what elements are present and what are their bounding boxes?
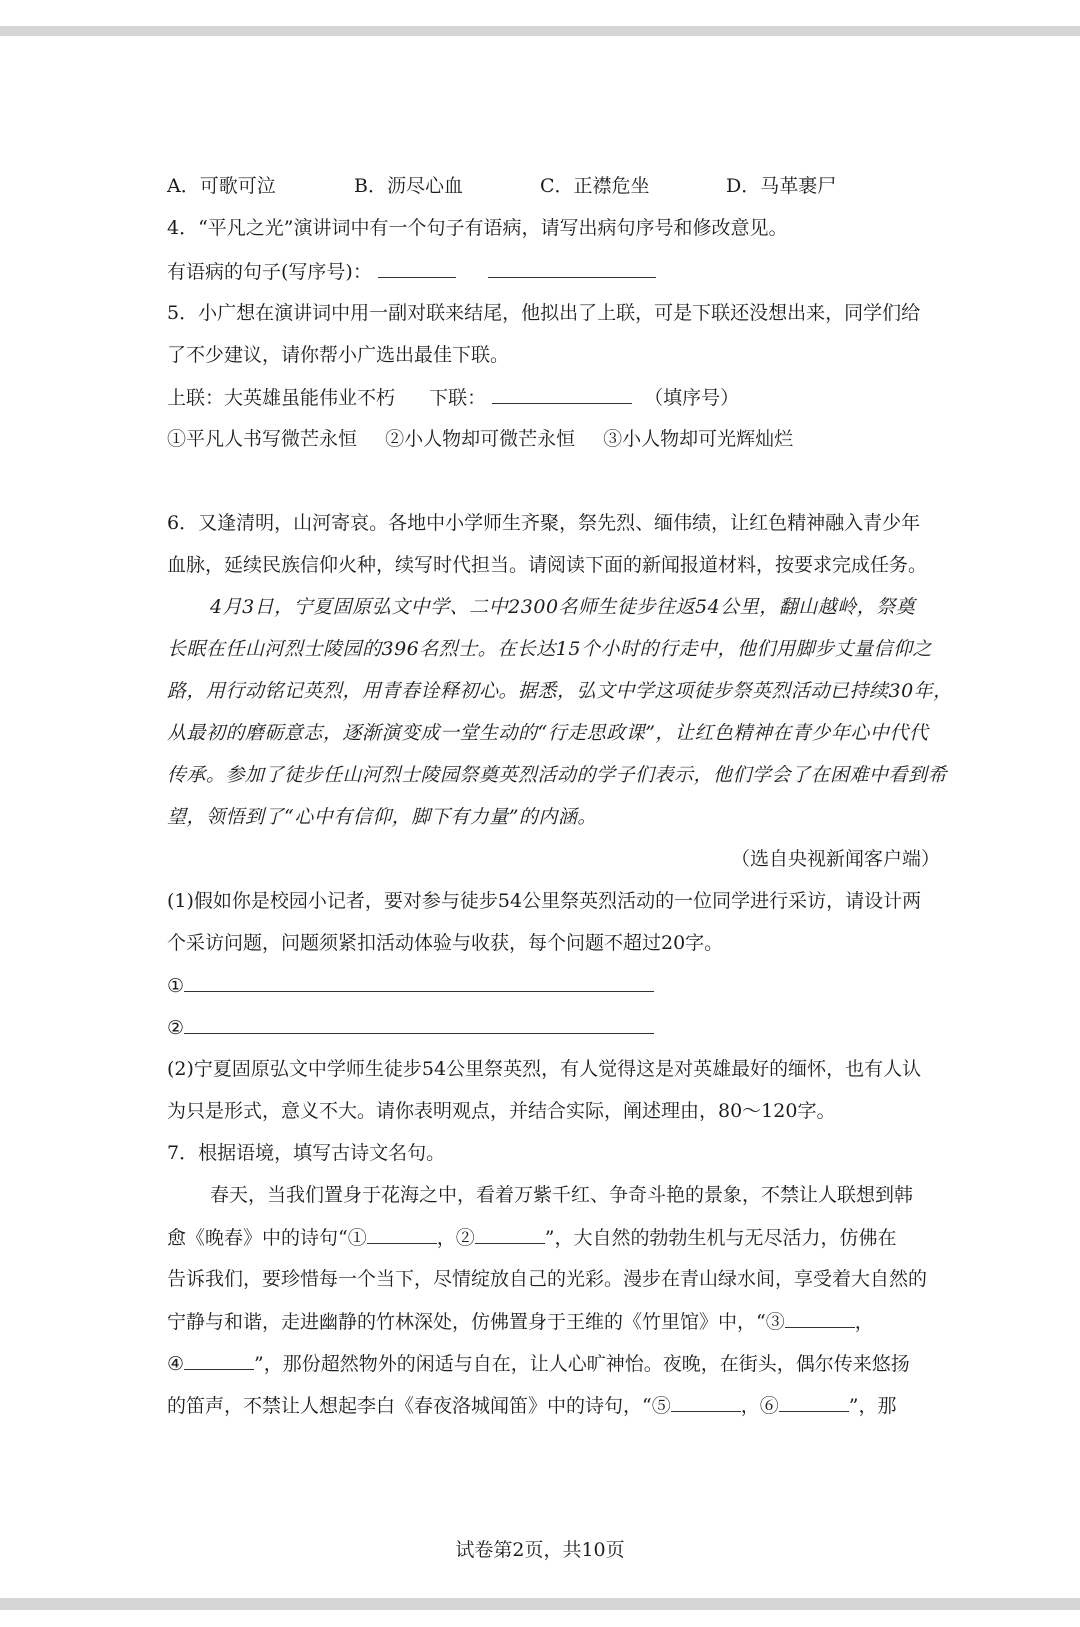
q7-text: ”，那 <box>848 1395 897 1417</box>
q7-blank-4[interactable] <box>184 1351 254 1370</box>
q6-sub1-prompt-2: 个采访问题，问题须紧扣活动体验与收获，每个问题不超过20字。 <box>167 932 724 954</box>
q4-blank-revision[interactable] <box>488 259 656 278</box>
q7-blank-2[interactable] <box>475 1225 545 1244</box>
q7-blank-6[interactable] <box>779 1393 849 1412</box>
q4-answer-label: 有语病的句子(写序号)： <box>167 261 372 283</box>
q5-choice-2: ②小人物却可微芒永恒 <box>385 428 576 450</box>
option-c: C．正襟危坐 <box>540 175 650 197</box>
page-footer: 试卷第2页，共10页 <box>455 1539 625 1561</box>
q4-answer-line <box>167 259 947 284</box>
option-b: B．沥尽心血 <box>354 175 463 197</box>
option-a: A．可歌可泣 <box>167 175 276 197</box>
q5-choice-1: ①平凡人书写微芒永恒 <box>167 428 358 450</box>
bottom-edge-bar <box>0 1598 1080 1610</box>
q6-answer-row-1 <box>167 973 947 998</box>
q5-fill-hint: （填序号） <box>644 387 740 409</box>
q7-blank-5[interactable] <box>671 1393 741 1412</box>
q7-text: ④ <box>167 1353 185 1375</box>
news-line: 长眠在任山河烈士陵园的396名烈士。在长达15个小时的行走中，他们用脚步丈量信仰之 <box>167 638 932 660</box>
q5-prompt-1: 5．小广想在演讲词中用一副对联来结尾，他拟出了上联，可是下联还没想出来，同学们给 <box>167 302 921 324</box>
q7-para-5 <box>167 1351 947 1376</box>
q5-couplet-line <box>167 385 947 410</box>
news-line: 望，领悟到了“心中有信仰，脚下有力量”的内涵。 <box>167 806 597 828</box>
q6-blank-label-2: ② <box>167 1017 185 1039</box>
news-line: 4月3日，宁夏固原弘文中学、二中2300名师生徒步往返54公里，翻山越岭，祭奠 <box>210 596 916 618</box>
q6-intro-1: 6．又逢清明，山河寄哀。各地中小学师生齐聚，祭先烈、缅伟绩，让红色精神融入青少年 <box>167 512 921 534</box>
q5-choices <box>167 427 947 451</box>
q7-text: ，⑥ <box>740 1395 779 1417</box>
news-line: 路，用行动铭记英烈，用青春诠释初心。据悉，弘文中学这项徒步祭英烈活动已持续30年， <box>167 680 953 702</box>
q7-para-6 <box>167 1393 947 1418</box>
q6-answer-blank-2[interactable] <box>184 1015 654 1034</box>
q6-answer-row-2 <box>167 1015 947 1040</box>
q5-prompt-2: 了不少建议，请你帮小广选出最佳下联。 <box>167 344 510 366</box>
q4-prompt: 4．“平凡之光”演讲词中有一个句子有语病，请写出病句序号和修改意见。 <box>167 217 788 239</box>
q7-prompt: 7．根据语境，填写古诗文名句。 <box>167 1142 446 1164</box>
q6-sub1-prompt-1: (1)假如你是校园小记者，要对参与徒步54公里祭英烈活动的一位同学进行采访，请设计两 <box>167 890 922 912</box>
q5-lower-blank[interactable] <box>492 385 632 404</box>
q7-text: 宁静与和谐，走进幽静的竹林深处，仿佛置身于王维的《竹里馆》中，“③ <box>167 1311 785 1333</box>
news-source: （选自央视新闻客户端） <box>730 848 940 870</box>
q7-text: 的笛声，不禁让人想起李白《春夜洛城闻笛》中的诗句，“⑤ <box>167 1395 671 1417</box>
q7-para-1: 春天，当我们置身于花海之中，看着万紫千红、争奇斗艳的景象，不禁让人联想到韩 <box>210 1184 914 1206</box>
news-line: 从最初的磨砺意志，逐渐演变成一堂生动的“行走思政课”，让红色精神在青少年心中代代 <box>167 722 929 744</box>
q7-text: ”，那份超然物外的闲适与自在，让人心旷神怡。夜晚，在街头，偶尔传来悠扬 <box>254 1353 910 1375</box>
q7-blank-3[interactable] <box>785 1309 855 1328</box>
q5-choice-3: ③小人物却可光辉灿烂 <box>603 428 794 450</box>
news-line: 传承。参加了徒步任山河烈士陵园祭奠英烈活动的学子们表示，他们学会了在困难中看到希 <box>167 764 948 786</box>
q6-answer-blank-1[interactable] <box>184 973 654 992</box>
q7-text: 愈《晚春》中的诗句“① <box>167 1227 367 1249</box>
q7-text: ， <box>854 1311 874 1333</box>
q6-intro-2: 血脉，延续民族信仰火种，续写时代担当。请阅读下面的新闻报道材料，按要求完成任务。 <box>167 554 928 576</box>
q7-blank-1[interactable] <box>367 1225 437 1244</box>
q6-sub2-prompt-2: 为只是形式，意义不大。请你表明观点，并结合实际，阐述理由，80～120字。 <box>167 1100 836 1122</box>
q7-para-3: 告诉我们，要珍惜每一个当下，尽情绽放自己的光彩。漫步在青山绿水间，享受着大自然的 <box>167 1268 928 1290</box>
q7-text: ”，大自然的勃勃生机与无尽活力，仿佛在 <box>544 1227 897 1249</box>
q7-para-2 <box>167 1225 947 1250</box>
q5-lower-label: 下联： <box>429 387 487 409</box>
q7-para-4 <box>167 1309 947 1334</box>
q7-text: ，② <box>436 1227 475 1249</box>
q6-blank-label-1: ① <box>167 975 185 997</box>
option-d: D．马革裹尸 <box>726 175 837 197</box>
q5-upper-couplet: 上联：大英雄虽能伟业不朽 <box>167 387 396 409</box>
q4-blank-number[interactable] <box>378 259 456 278</box>
q6-sub2-prompt-1: (2)宁夏固原弘文中学师生徒步54公里祭英烈，有人觉得这是对英雄最好的缅怀，也有人认 <box>167 1058 922 1080</box>
